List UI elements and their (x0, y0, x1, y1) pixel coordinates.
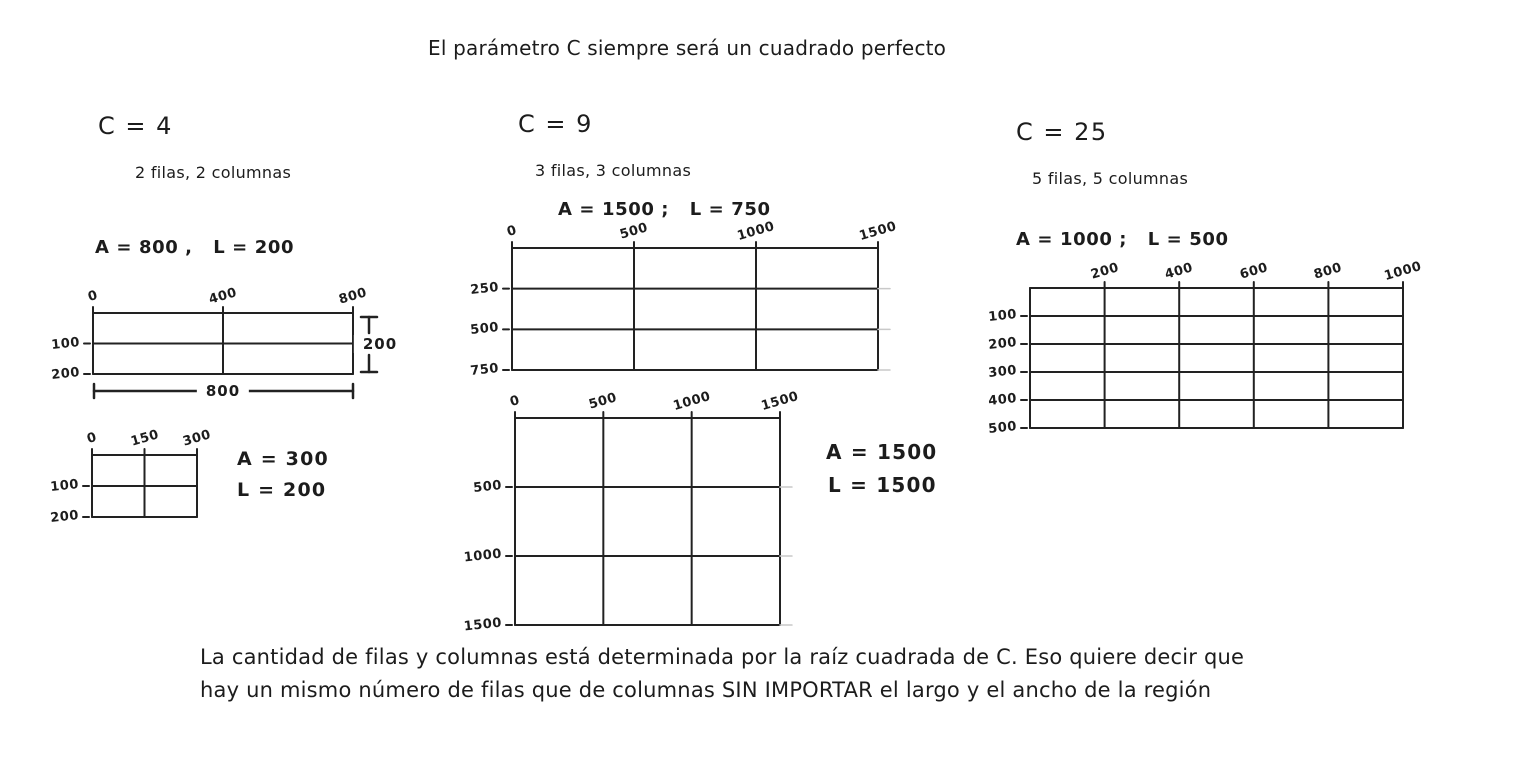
grid-c4-main-top-tick-label: 0 (86, 287, 100, 306)
formula-c9: A = 1500 ; L = 750 (558, 199, 771, 220)
grid-c9-wide-left-tick-label: 750 (469, 361, 500, 379)
grid-c9-square-top-tick-label: 1500 (759, 389, 801, 414)
grid-c9-square-left-tick-label: 500 (472, 478, 503, 496)
grid-c25-top-tick-label: 600 (1237, 260, 1270, 283)
grid-c4-main-top-tick-label: 400 (207, 285, 239, 308)
formula-c4: A = 800 , L = 200 (95, 237, 295, 258)
formula-c25: A = 1000 ; L = 500 (1016, 229, 1229, 250)
grid-c25-top-tick-label: 1000 (1382, 259, 1424, 284)
grid-c4-main-left-tick-label: 100 (50, 334, 81, 353)
grid-c4-main-top-tick-label: 800 (337, 285, 369, 308)
grid-c25-left-tick-label: 500 (987, 419, 1018, 437)
annotation-c4-length: L = 200 (237, 479, 327, 501)
grid-c4-small-left-tick-label: 100 (49, 477, 80, 495)
annotation-c9-area: A = 1500 (826, 440, 938, 464)
subheading-c4: 2 filas, 2 columnas (135, 163, 292, 182)
grid-c25-left-tick-label: 100 (987, 307, 1018, 325)
heading-c4: C = 4 (98, 112, 173, 140)
grid-c4-small-top-tick-label: 300 (181, 427, 213, 450)
grid-c9-square-left-tick-label: 1500 (463, 615, 503, 635)
grid-c9-square-left-tick-label: 1000 (463, 546, 503, 566)
grid-c9-wide-left-tick-label: 500 (469, 320, 500, 339)
grid-c25-top-tick-label: 400 (1163, 260, 1196, 283)
grid-c9-wide-left-tick-label: 250 (469, 279, 500, 298)
grid-c4-small-left-tick-label: 200 (49, 508, 80, 526)
grid-c4-main-measure-right-label: 200 (354, 335, 406, 353)
footer-line-2: hay un mismo número de filas que de columnas SIN IMPORTAR el largo y el ancho de la región (200, 678, 1212, 702)
grid-c9-square-top-tick-label: 500 (587, 390, 620, 413)
heading-c9: C = 9 (518, 110, 593, 138)
footer-line-1: La cantidad de filas y columnas está determinada por la raíz cuadrada de C. Eso quiere decir que (200, 645, 1245, 669)
grid-c9-square-top-tick-label: 1000 (671, 389, 713, 414)
grid-c25-left-tick-label: 400 (987, 391, 1018, 409)
grid-c25-top-tick-label: 200 (1088, 260, 1121, 283)
grid-c4-small-top-tick-label: 150 (128, 427, 161, 450)
grid-c25-top-tick-label: 800 (1312, 260, 1345, 283)
grid-c9-wide-top-tick-label: 500 (618, 220, 650, 243)
subheading-c25: 5 filas, 5 columnas (1032, 169, 1189, 188)
annotation-c4-area: A = 300 (237, 448, 329, 470)
heading-c25: C = 25 (1016, 118, 1108, 146)
grid-c25-left-tick-label: 200 (987, 335, 1018, 353)
grid-c4-main-left-tick-label: 200 (50, 365, 81, 383)
grid-c9-wide-top-tick-label: 1000 (735, 219, 777, 244)
grid-c9-wide-top-tick-label: 1500 (857, 219, 899, 244)
grid-c4-main-measure-bottom-label: 800 (197, 382, 249, 400)
annotation-c9-length: L = 1500 (828, 473, 937, 497)
subheading-c9: 3 filas, 3 columnas (535, 161, 692, 180)
grid-c25-left-tick-label: 300 (987, 363, 1018, 381)
grid-c9-square-top-tick-label: 0 (508, 392, 522, 411)
page-title: El parámetro C siempre será un cuadrado perfecto (428, 36, 947, 60)
grid-c4-small-top-tick-label: 0 (85, 429, 99, 448)
grid-c9-wide-top-tick-label: 0 (505, 222, 519, 241)
